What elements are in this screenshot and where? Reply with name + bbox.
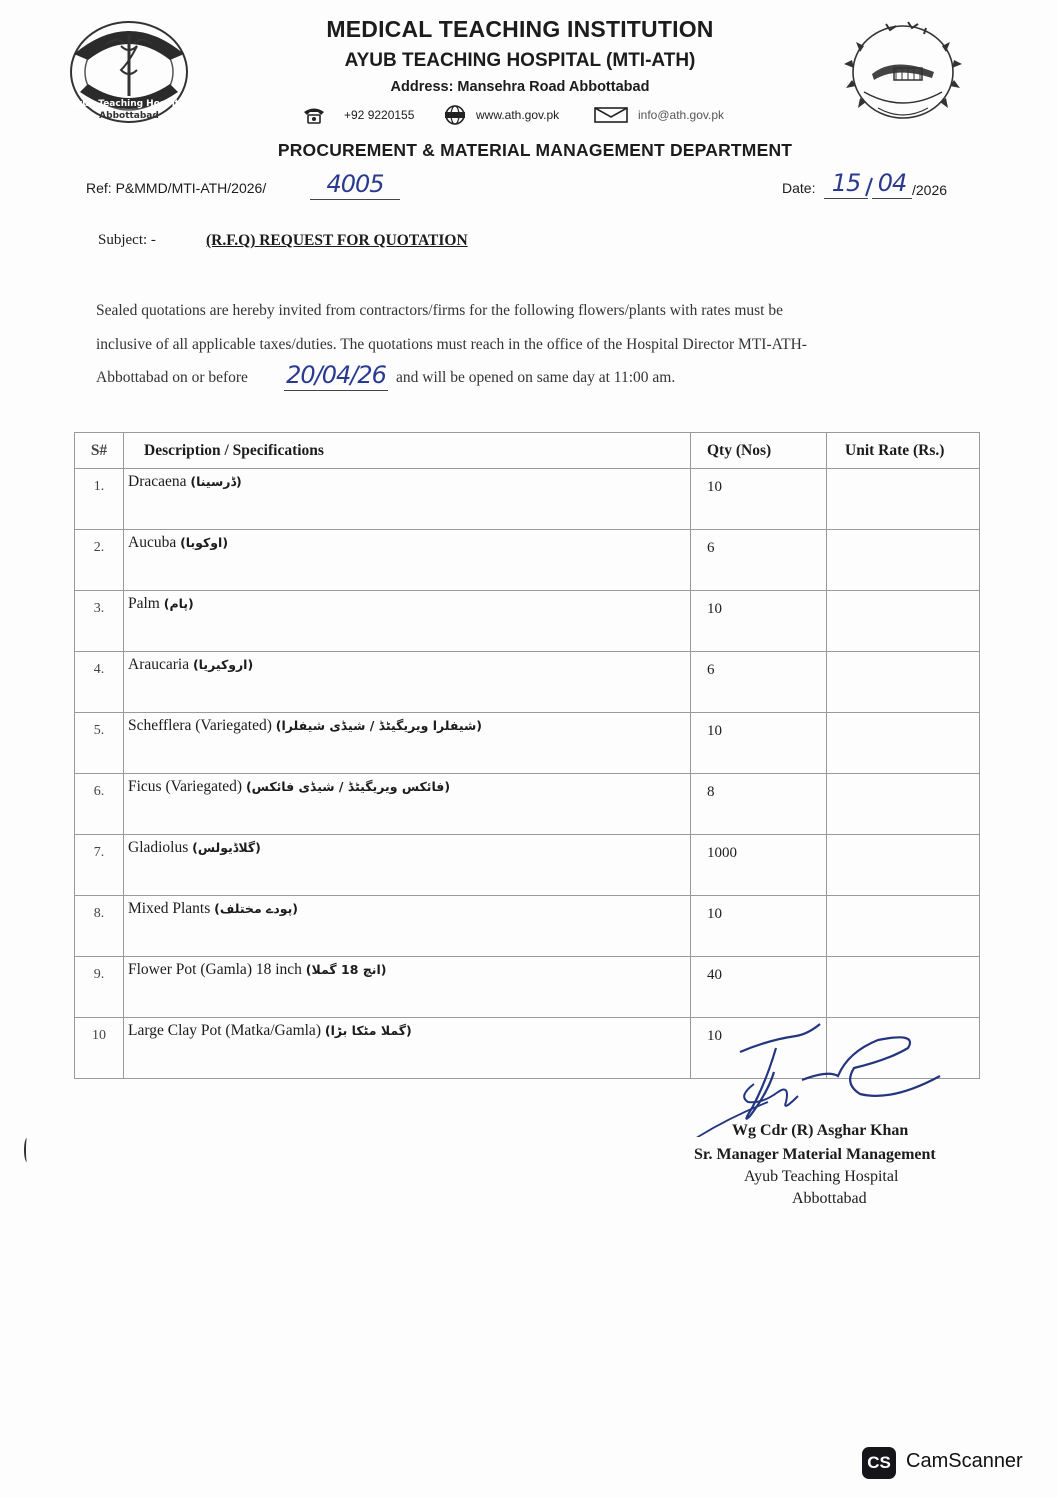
row-rate[interactable] xyxy=(827,469,980,530)
item-name: Araucaria xyxy=(128,656,190,673)
institution-title: MEDICAL TEACHING INSTITUTION xyxy=(326,16,714,42)
item-name-urdu: (اوکوبا) xyxy=(180,535,229,550)
table-row xyxy=(75,896,980,957)
row-qty: 10 xyxy=(691,1018,827,1079)
svg-text:Abbottabad: Abbottabad xyxy=(99,111,159,121)
row-qty: 10 xyxy=(691,713,827,774)
item-name-urdu: (گملا مٹکا بڑا) xyxy=(324,1023,412,1038)
date-day: 15 xyxy=(831,169,861,197)
item-name-urdu: (اروکیریا) xyxy=(192,657,254,672)
item-name-urdu: (پودے مختلف) xyxy=(214,901,299,916)
row-description xyxy=(124,713,691,774)
header-qty: Qty (Nos) xyxy=(691,433,827,469)
body-line-1: Sealed quotations are hereby invited from contractors/firms for the following flowers/plants with rates must be xyxy=(96,302,783,319)
body-line-2: inclusive of all applicable taxes/duties. The quotations must reach in the office of the Hospital Director MTI-ATH- xyxy=(96,336,807,353)
date-month: 04 xyxy=(877,169,907,197)
row-description xyxy=(124,530,691,591)
row-rate[interactable] xyxy=(827,652,980,713)
table-row xyxy=(75,652,980,713)
date-day-field xyxy=(824,168,868,199)
website-link[interactable]: www.ath.gov.pk xyxy=(476,108,560,122)
signatory-name: Wg Cdr (R) Asghar Khan xyxy=(732,1122,909,1139)
row-description xyxy=(124,835,691,896)
item-name: Dracaena xyxy=(128,473,187,490)
globe-icon xyxy=(444,105,466,125)
hospital-address: Address: Mansehra Road Abbottabad xyxy=(390,79,650,95)
row-description xyxy=(124,591,691,652)
item-name-urdu: (فائکس ویریگیٹڈ / شیڈی فائکس) xyxy=(245,779,451,794)
email-icon xyxy=(594,107,628,123)
email-address[interactable]: info@ath.gov.pk xyxy=(638,108,725,122)
header-rate: Unit Rate (Rs.) xyxy=(827,433,980,469)
row-rate[interactable] xyxy=(827,713,980,774)
date-label: Date: xyxy=(782,180,816,196)
subject-label: Subject: - xyxy=(98,232,156,248)
signatory-title: Sr. Manager Material Management xyxy=(694,1146,936,1163)
hospital-logo-icon xyxy=(66,14,192,126)
item-name: Gladiolus xyxy=(128,839,189,856)
deadline-field xyxy=(284,360,388,391)
row-qty: 1000 xyxy=(691,835,827,896)
row-rate[interactable] xyxy=(827,591,980,652)
row-sn: 2. xyxy=(75,530,124,591)
item-name: Mixed Plants xyxy=(128,900,211,917)
row-description xyxy=(124,652,691,713)
items-table xyxy=(74,432,980,1079)
row-rate[interactable] xyxy=(827,774,980,835)
row-sn: 5. xyxy=(75,713,124,774)
row-description xyxy=(124,957,691,1018)
row-rate[interactable] xyxy=(827,835,980,896)
row-description xyxy=(124,1018,691,1079)
row-qty: 6 xyxy=(691,530,827,591)
table-row xyxy=(75,774,980,835)
signatory-city: Abbottabad xyxy=(792,1190,867,1207)
item-name-urdu: (شیفلرا ویریگیٹڈ / شیڈی شیفلرا) xyxy=(275,718,482,733)
reference-label: Ref: P&MMD/MTI-ATH/2026/ xyxy=(86,180,267,196)
row-description xyxy=(124,469,691,530)
hospital-name: AYUB TEACHING HOSPITAL (MTI-ATH) xyxy=(344,50,696,71)
item-name: Ficus (Variegated) xyxy=(128,778,243,795)
table-row xyxy=(75,530,980,591)
reference-number: 4005 xyxy=(326,170,384,198)
row-qty: 10 xyxy=(691,896,827,957)
row-sn: 7. xyxy=(75,835,124,896)
signature-icon xyxy=(678,1012,978,1137)
scan-mark xyxy=(24,1138,30,1162)
institution-seal-icon xyxy=(836,16,970,126)
item-name-urdu: (گلاڈیولس) xyxy=(192,840,261,855)
table-row xyxy=(75,591,980,652)
camscanner-watermark: CamScanner xyxy=(906,1450,1023,1472)
row-qty: 40 xyxy=(691,957,827,1018)
row-rate[interactable] xyxy=(827,957,980,1018)
row-sn: 1. xyxy=(75,469,124,530)
contact-line xyxy=(302,106,772,126)
item-name: Large Clay Pot (Matka/Gamla) xyxy=(128,1022,321,1039)
header-sn: S# xyxy=(75,433,124,469)
table-row xyxy=(75,957,980,1018)
row-sn: 4. xyxy=(75,652,124,713)
row-sn: 9. xyxy=(75,957,124,1018)
row-sn: 10 xyxy=(75,1018,124,1079)
camscanner-logo-icon: CS xyxy=(862,1447,896,1479)
item-name: Palm xyxy=(128,595,160,612)
row-qty: 8 xyxy=(691,774,827,835)
item-name: Flower Pot (Gamla) 18 inch xyxy=(128,961,302,978)
table-header-row xyxy=(75,433,980,469)
row-sn: 8. xyxy=(75,896,124,957)
row-qty: 10 xyxy=(691,469,827,530)
row-rate[interactable] xyxy=(827,896,980,957)
body-line-3-end: and will be opened on same day at 11:00 am. xyxy=(396,369,676,386)
item-name-urdu: (ڈرسینا) xyxy=(190,474,242,489)
row-qty: 10 xyxy=(691,591,827,652)
table-row xyxy=(75,835,980,896)
svg-text:Ayub Teaching Hospital: Ayub Teaching Hospital xyxy=(69,99,189,109)
row-sn: 6. xyxy=(75,774,124,835)
phone-icon xyxy=(302,106,326,124)
item-name-urdu: (پام) xyxy=(163,596,194,611)
reference-number-field xyxy=(310,169,400,200)
item-name-urdu: (انچ 18 گملا) xyxy=(305,962,387,977)
phone-number: +92 9220155 xyxy=(344,108,415,122)
signatory-org: Ayub Teaching Hospital xyxy=(744,1168,899,1185)
table-row xyxy=(75,713,980,774)
date-year: /2026 xyxy=(912,182,948,198)
date-month-field xyxy=(872,168,912,199)
table-row xyxy=(75,469,980,530)
row-qty: 6 xyxy=(691,652,827,713)
header-description: Description / Specifications xyxy=(124,433,691,469)
item-name: Aucuba xyxy=(128,534,177,551)
deadline-date: 20/04/26 xyxy=(286,361,386,389)
row-rate[interactable] xyxy=(827,530,980,591)
department-heading: PROCUREMENT & MATERIAL MANAGEMENT DEPARTMENT xyxy=(277,140,793,160)
body-line-3-start: Abbottabad on or before xyxy=(96,369,248,386)
row-description xyxy=(124,896,691,957)
item-name: Schefflera (Variegated) xyxy=(128,717,272,734)
row-description xyxy=(124,774,691,835)
subject-text: (R.F.Q) REQUEST FOR QUOTATION xyxy=(206,232,468,249)
row-sn: 3. xyxy=(75,591,124,652)
